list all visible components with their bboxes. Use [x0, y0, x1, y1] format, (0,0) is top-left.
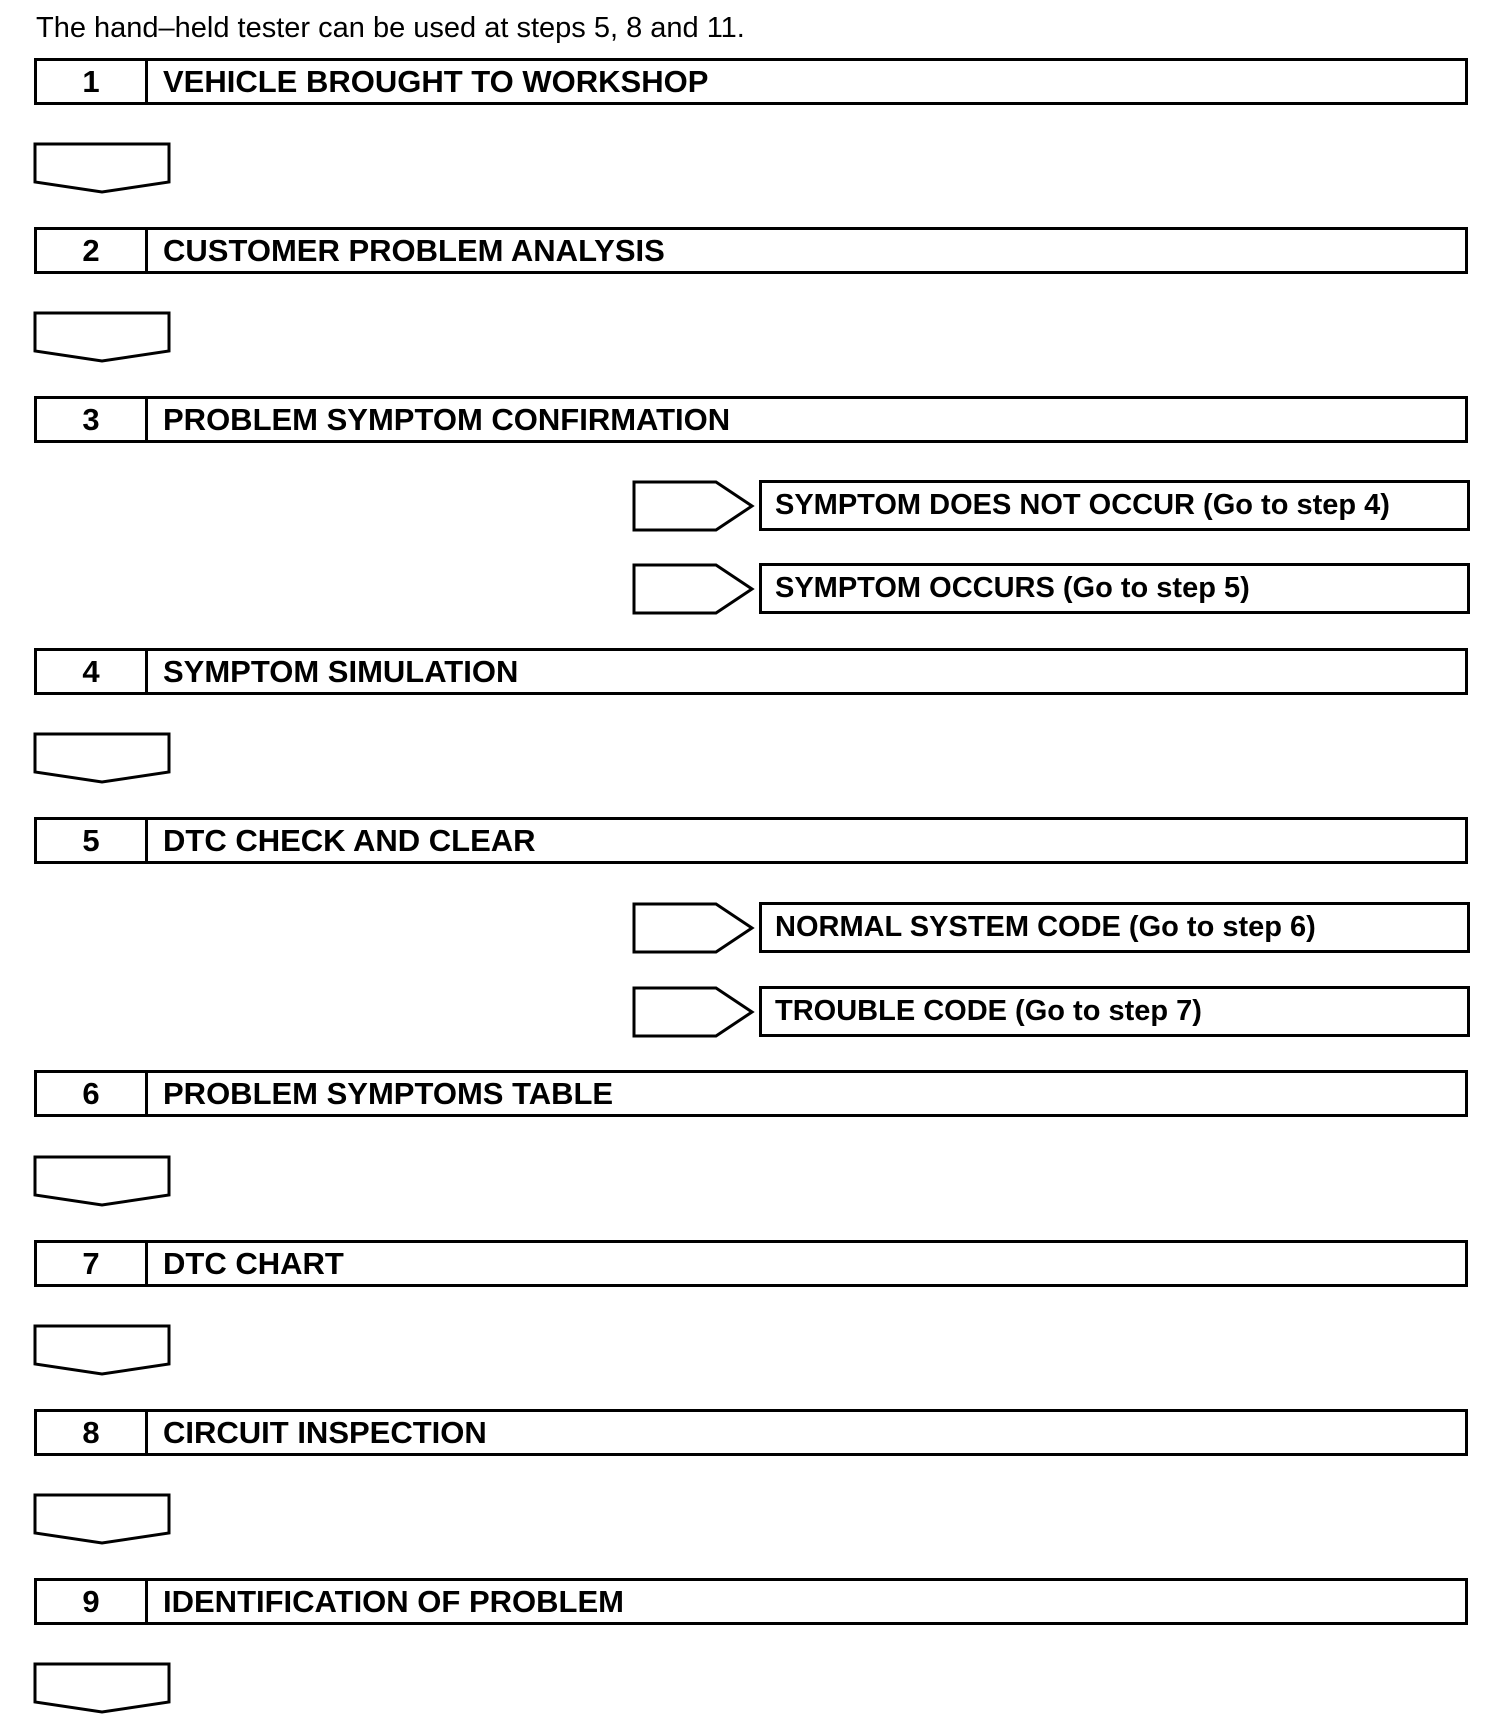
down-arrow-icon [33, 1155, 173, 1207]
step-5-box [34, 817, 1468, 864]
step-9-title: IDENTIFICATION OF PROBLEM [163, 1583, 624, 1619]
right-arrow-icon [632, 563, 754, 615]
step-2-title: CUSTOMER PROBLEM ANALYSIS [163, 232, 665, 268]
down-arrow-icon [33, 142, 173, 194]
step-6-number: 6 [37, 1073, 148, 1114]
down-arrow-icon [33, 1324, 173, 1376]
step-4-box [34, 648, 1468, 695]
step-7-number: 7 [37, 1243, 148, 1284]
branch-symptom-occurs: SYMPTOM OCCURS (Go to step 5) [759, 563, 1470, 614]
step-4-title: SYMPTOM SIMULATION [163, 653, 519, 689]
step-8-number: 8 [37, 1412, 148, 1453]
right-arrow-icon [632, 902, 754, 954]
step-8-box [34, 1409, 1468, 1456]
step-3-number: 3 [37, 399, 148, 440]
step-3-title: PROBLEM SYMPTOM CONFIRMATION [163, 401, 731, 437]
step-6-title: PROBLEM SYMPTOMS TABLE [163, 1075, 614, 1111]
step-6-box [34, 1070, 1468, 1117]
step-4-number: 4 [37, 651, 148, 692]
step-5-title: DTC CHECK AND CLEAR [163, 822, 536, 858]
down-arrow-icon [33, 1493, 173, 1545]
down-arrow-icon [33, 311, 173, 363]
step-5-number: 5 [37, 820, 148, 861]
branch-normal-system-code: NORMAL SYSTEM CODE (Go to step 6) [759, 902, 1470, 953]
right-arrow-icon [632, 480, 754, 532]
step-1-box [34, 58, 1468, 105]
down-arrow-icon [33, 1662, 173, 1714]
step-9-number: 9 [37, 1581, 148, 1622]
down-arrow-icon [33, 732, 173, 784]
right-arrow-icon [632, 986, 754, 1038]
step-9-box [34, 1578, 1468, 1625]
step-2-box [34, 227, 1468, 274]
branch-symptom-does-not-occur: SYMPTOM DOES NOT OCCUR (Go to step 4) [759, 480, 1470, 531]
step-3-box [34, 396, 1468, 443]
step-2-number: 2 [37, 230, 148, 271]
step-8-title: CIRCUIT INSPECTION [163, 1414, 487, 1450]
step-7-title: DTC CHART [163, 1245, 344, 1281]
intro-text: The hand–held tester can be used at steps 5, 8 and 11. [36, 12, 745, 44]
step-1-title: VEHICLE BROUGHT TO WORKSHOP [163, 63, 709, 99]
step-1-number: 1 [37, 61, 148, 102]
step-7-box [34, 1240, 1468, 1287]
branch-trouble-code: TROUBLE CODE (Go to step 7) [759, 986, 1470, 1037]
